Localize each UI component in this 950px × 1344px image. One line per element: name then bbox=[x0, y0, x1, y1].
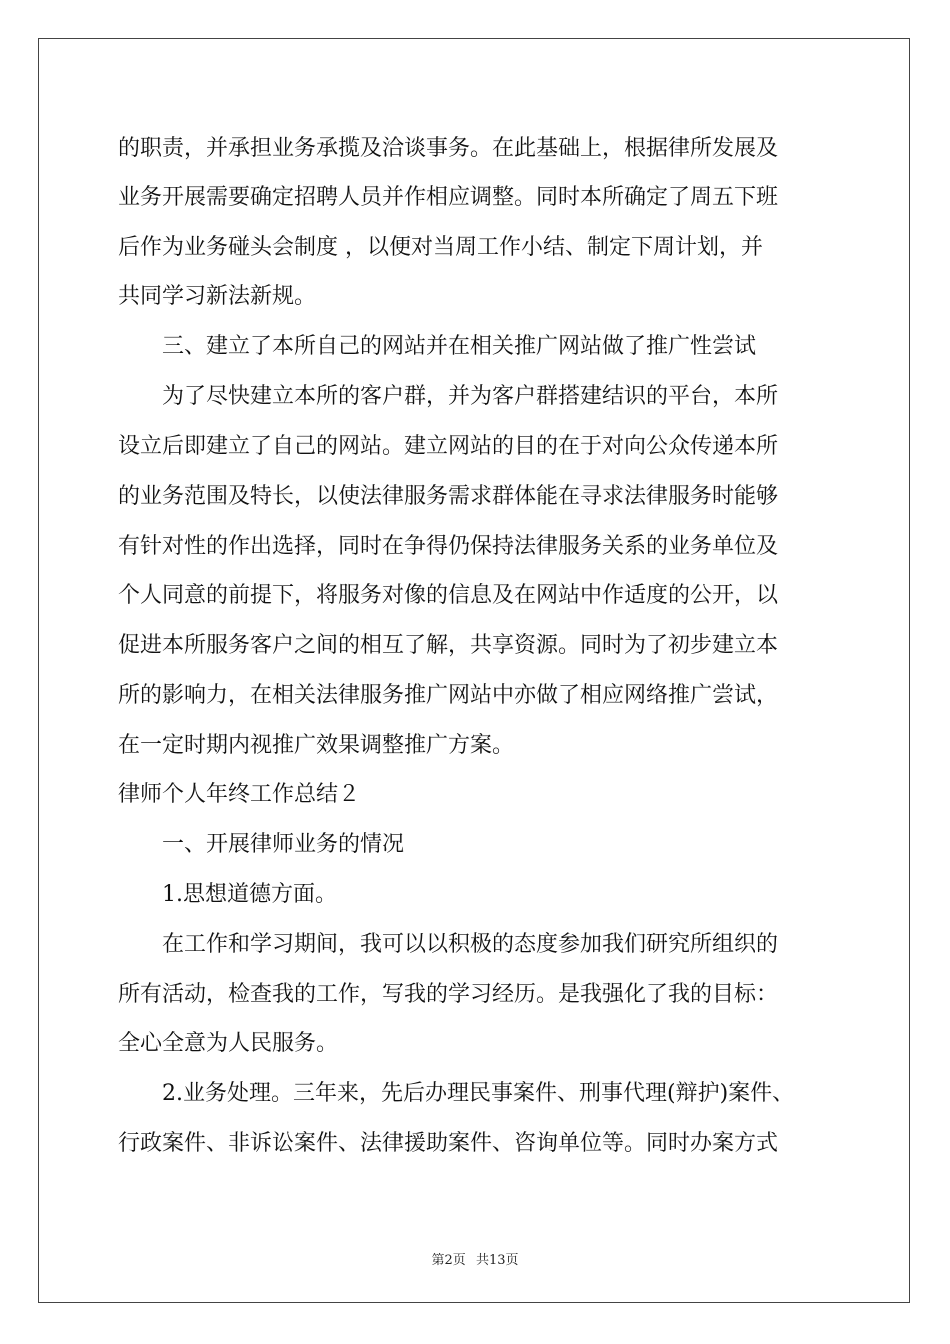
text-line: 全心全意为人民服务。 bbox=[118, 1031, 339, 1056]
text-line: 在一定时期内视推广效果调整推广方案。 bbox=[118, 733, 515, 758]
text-line: 业务开展需要确定招聘人员并作相应调整。同时本所确定了周五下班 bbox=[118, 185, 779, 210]
text-line: 后作为业务碰头会制度 ，以便对当周工作小结、制定下周计划，并 bbox=[118, 235, 763, 260]
text-line: 促进本所服务客户之间的相互了解，共享资源。同时为了初步建立本 bbox=[118, 633, 779, 658]
text-line: 为了尽快建立本所的客户群，并为客户群搭建结识的平台，本所 bbox=[162, 384, 779, 409]
page-footer bbox=[0, 1249, 950, 1268]
text-line: 所有活动，检查我的工作，写我的学习经历。是我强化了我的目标： bbox=[118, 982, 779, 1007]
text-line: 在工作和学习期间，我可以以积极的态度参加我们研究所组织的 bbox=[162, 932, 779, 957]
text-line: 的业务范围及特长，以使法律服务需求群体能在寻求法律服务时能够 bbox=[118, 484, 779, 509]
text-line: 行政案件、非诉讼案件、法律援助案件、咨询单位等。同时办案方式 bbox=[118, 1131, 779, 1156]
text-line: 所的影响力，在相关法律服务推广网站中亦做了相应网络推广尝试， bbox=[118, 683, 779, 708]
page-number: 第2页 bbox=[431, 1253, 466, 1268]
section-heading: 三、建立了本所自己的网站并在相关推广网站做了推广性尝试 bbox=[162, 334, 757, 359]
section-heading: 一、开展律师业务的情况 bbox=[162, 832, 405, 857]
text-line: 个人同意的前提下，将服务对像的信息及在网站中作适度的公开，以 bbox=[118, 583, 779, 608]
subsection-heading: 2.业务处理。三年来，先后办理民事案件、刑事代理(辩护)案件、 bbox=[162, 1081, 795, 1106]
text-line: 的职责，并承担业务承揽及洽谈事务。在此基础上，根据律所发展及 bbox=[118, 136, 779, 161]
total-pages: 共13页 bbox=[475, 1253, 519, 1268]
text-line: 有针对性的作出选择，同时在争得仍保持法律服务关系的业务单位及 bbox=[118, 534, 779, 559]
document-title: 律师个人年终工作总结２ bbox=[118, 782, 361, 807]
text-line: 设立后即建立了自己的网站。建立网站的目的在于对向公众传递本所 bbox=[118, 434, 779, 459]
subsection-heading: 1.思想道德方面。 bbox=[162, 882, 337, 907]
text-line: 共同学习新法新规。 bbox=[118, 284, 317, 309]
page-border bbox=[38, 38, 910, 1303]
